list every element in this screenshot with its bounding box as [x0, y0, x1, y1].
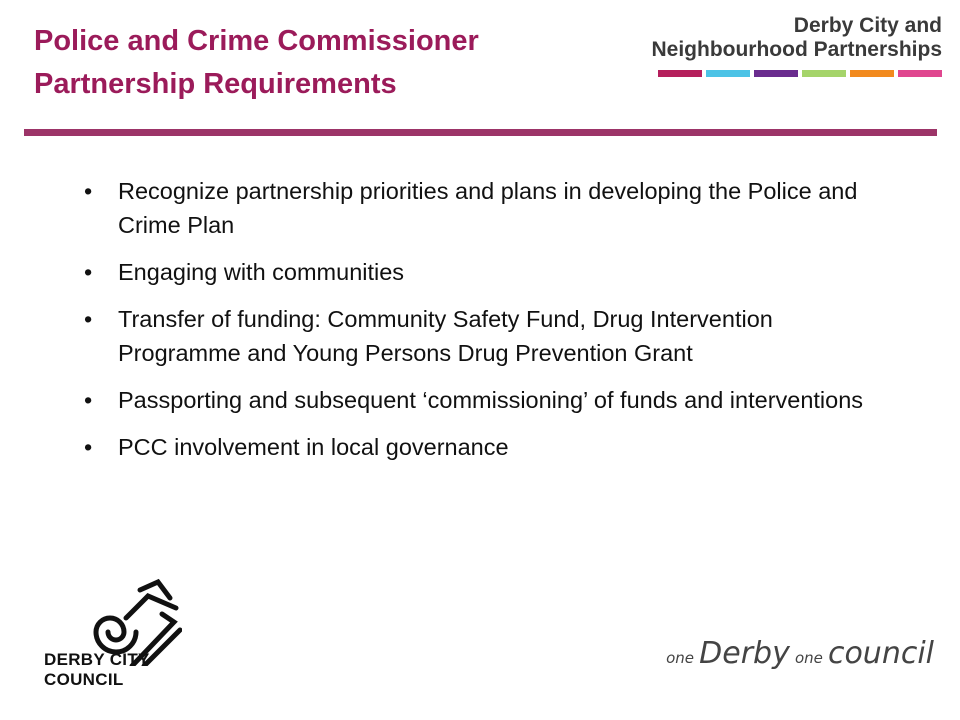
bullet-dot: •	[84, 306, 93, 332]
stripe-5	[850, 70, 894, 77]
tagline-council: council	[827, 636, 934, 671]
bullet-text: Passporting and subsequent ‘commissioning’ of funds and interventions	[118, 387, 864, 413]
bullet-item	[84, 430, 874, 464]
stripe-6	[898, 70, 942, 77]
bullet-list	[84, 174, 874, 477]
tagline-one-a: one	[666, 649, 695, 667]
bullet-dot: •	[84, 178, 93, 204]
bullet-dot: •	[84, 434, 93, 460]
bullet-item	[84, 255, 874, 289]
stripe-4	[802, 70, 846, 77]
council-name: DERBY CITY COUNCIL	[44, 650, 150, 689]
bullet-item	[84, 383, 874, 417]
partnership-logo-line-1: Derby City and	[793, 14, 942, 37]
bullet-text: PCC involvement in local governance	[118, 434, 509, 460]
stripe-3	[754, 70, 798, 77]
partnership-logo	[651, 14, 942, 62]
stripe-2	[706, 70, 750, 77]
tagline-derby: Derby	[699, 636, 790, 671]
bullet-item	[84, 174, 874, 242]
bullet-dot: •	[84, 387, 93, 413]
bullet-text: Transfer of funding: Community Safety Fund, Drug Intervention Programme and Young Persons Drug Prevention Grant	[118, 306, 773, 366]
slide-title-line-2: Partnership Requirements	[34, 68, 397, 100]
bullet-dot: •	[84, 259, 93, 285]
slide-title-line-1: Police and Crime Commissioner	[34, 25, 479, 57]
tagline	[666, 636, 934, 671]
bullet-text: Recognize partnership priorities and plans in developing the Police and Crime Plan	[118, 178, 858, 238]
tagline-one-b: one	[794, 649, 823, 667]
partnership-logo-line-2: Neighbourhood Partnerships	[651, 38, 942, 61]
header-divider	[24, 129, 937, 136]
partnership-colour-stripes	[658, 70, 942, 77]
stripe-1	[658, 70, 702, 77]
slide-title	[34, 20, 479, 106]
bullet-item	[84, 302, 874, 370]
derby-city-council-logo	[44, 578, 224, 690]
bullet-text: Engaging with communities	[118, 259, 405, 285]
